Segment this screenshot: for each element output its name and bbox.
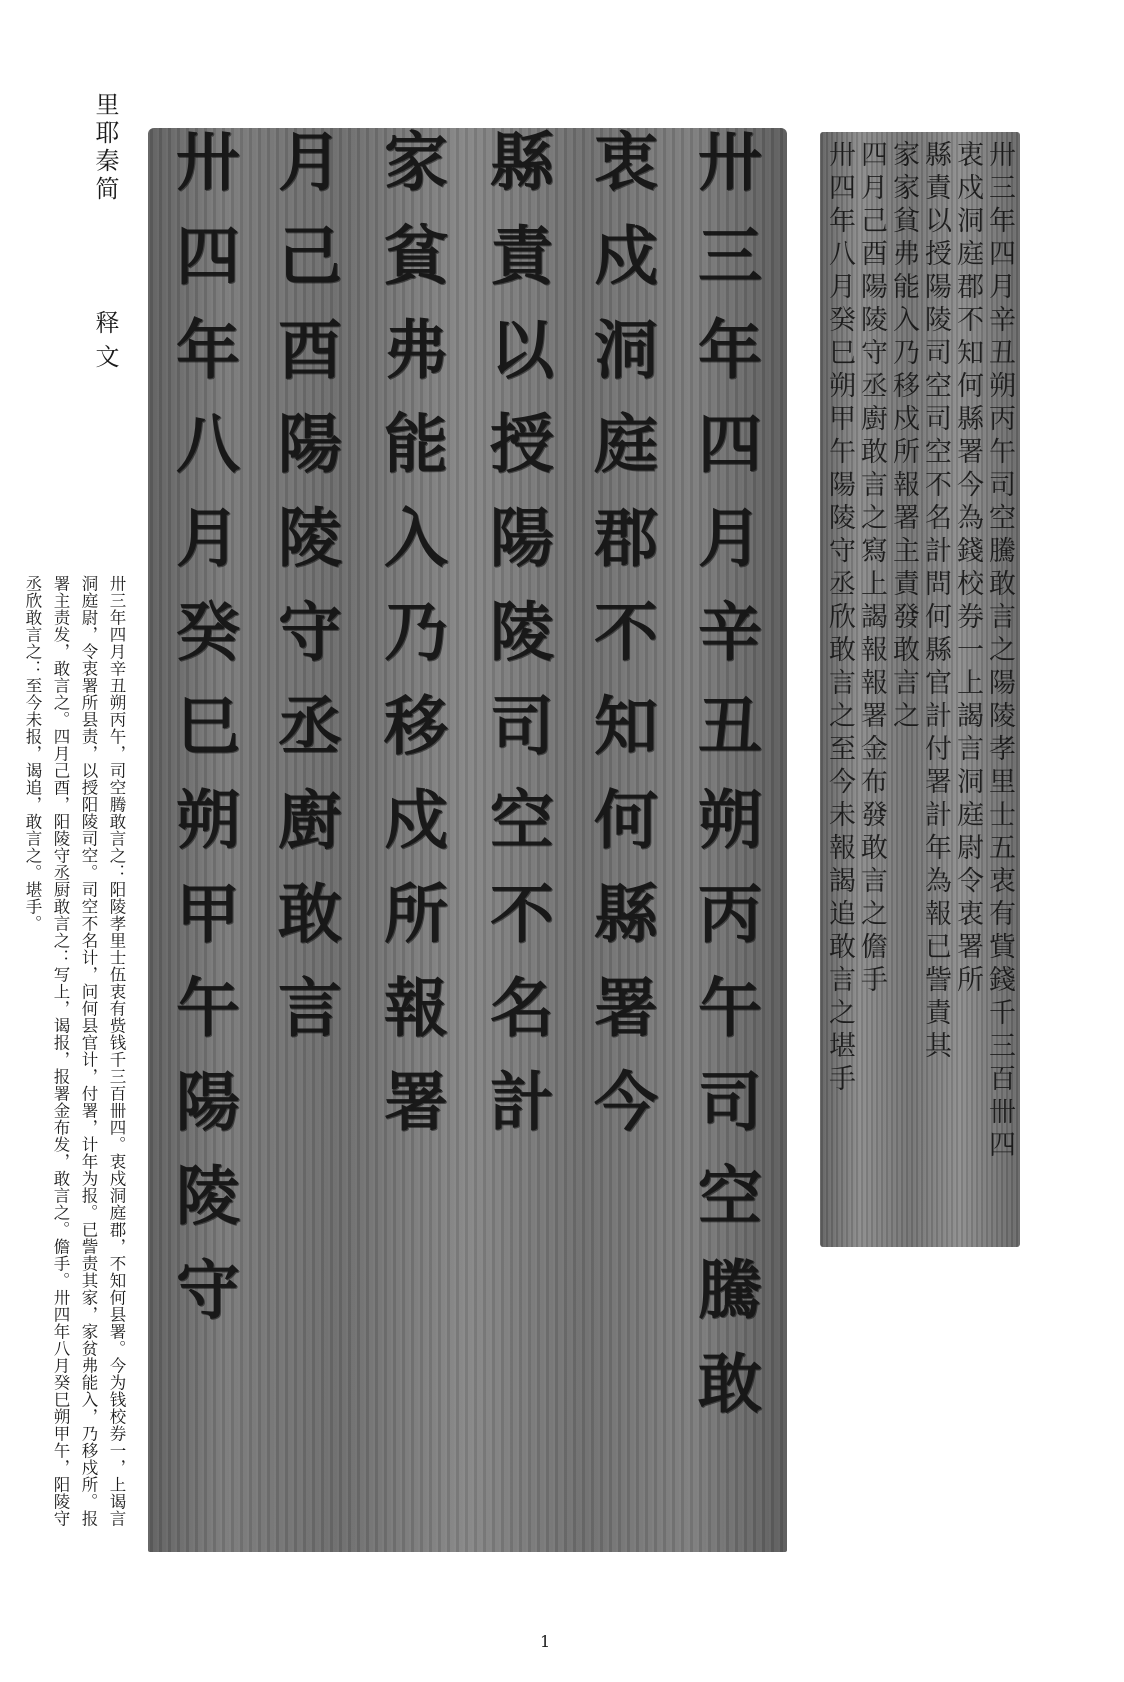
page-title: 里耶秦简 <box>91 92 119 204</box>
bamboo-slip-full-photo <box>820 132 1020 1247</box>
slip-large-column-1: 卅三年四月辛丑朔丙午司空騰敢 <box>687 128 762 1444</box>
slip-large-column-2: 衷戍洞庭郡不知何縣署今 <box>583 128 658 1162</box>
section-subtitle: 释文 <box>91 310 119 378</box>
slip-small-column-2: 衷戍洞庭郡不知何縣署今為錢校券一上謁言洞庭尉令衷署所 <box>952 140 983 998</box>
slip-large-column-3: 縣責以授陽陵司空不名計 <box>479 128 554 1162</box>
slip-small-column-1: 卅三年四月辛丑朔丙午司空騰敢言之陽陵孝里士五衷有貲錢千三百卌四 <box>984 140 1015 1163</box>
slip-small-column-6: 卅四年八月癸巳朔甲午陽陵守丞欣敢言之至今未報謁追敢言之堪手 <box>824 140 855 1097</box>
slip-small-column-4: 家家貧弗能入乃移戍所報署主責發敢言之 <box>888 140 919 734</box>
slip-small-column-3: 縣責以授陽陵司空司空不名計問何縣官計付署計年為報已訾責其 <box>920 140 951 1064</box>
page-number: 1 <box>540 1632 551 1651</box>
transcription-text: 卅三年四月辛丑朔丙午，司空腾敢言之：阳陵孝里士伍衷有赀钱千三百卌四。衷戍洞庭郡，不知何县署。今为钱校券一，上谒言洞庭尉，令衷署所县责，以授阳陵司空。司空不名计，问何县官计，付署，计年为报。已訾责其家，家贫弗能入，乃移戍所。报署主责发，敢言之。四月己酉，阳陵守丞厨敢言之：写上，谒报，报署金布发，敢言之。儋手。卅四年八月癸巳朔甲午，阳陵守丞欣敢言之：至今未报，谒追，敢言之。堪手。 <box>23 575 126 1527</box>
slip-large-column-6: 卅四年八月癸巳朔甲午陽陵守 <box>165 128 240 1350</box>
bamboo-slip-enlarged-photo <box>148 128 787 1552</box>
slip-large-column-5: 月己酉陽陵守丞廚敢言 <box>267 128 342 1068</box>
slip-large-column-4: 家貧弗能入乃移戍所報署 <box>373 128 448 1162</box>
slip-small-column-5: 四月己酉陽陵守丞廚敢言之寫上謁報報署金布發敢言之儋手 <box>856 140 887 998</box>
